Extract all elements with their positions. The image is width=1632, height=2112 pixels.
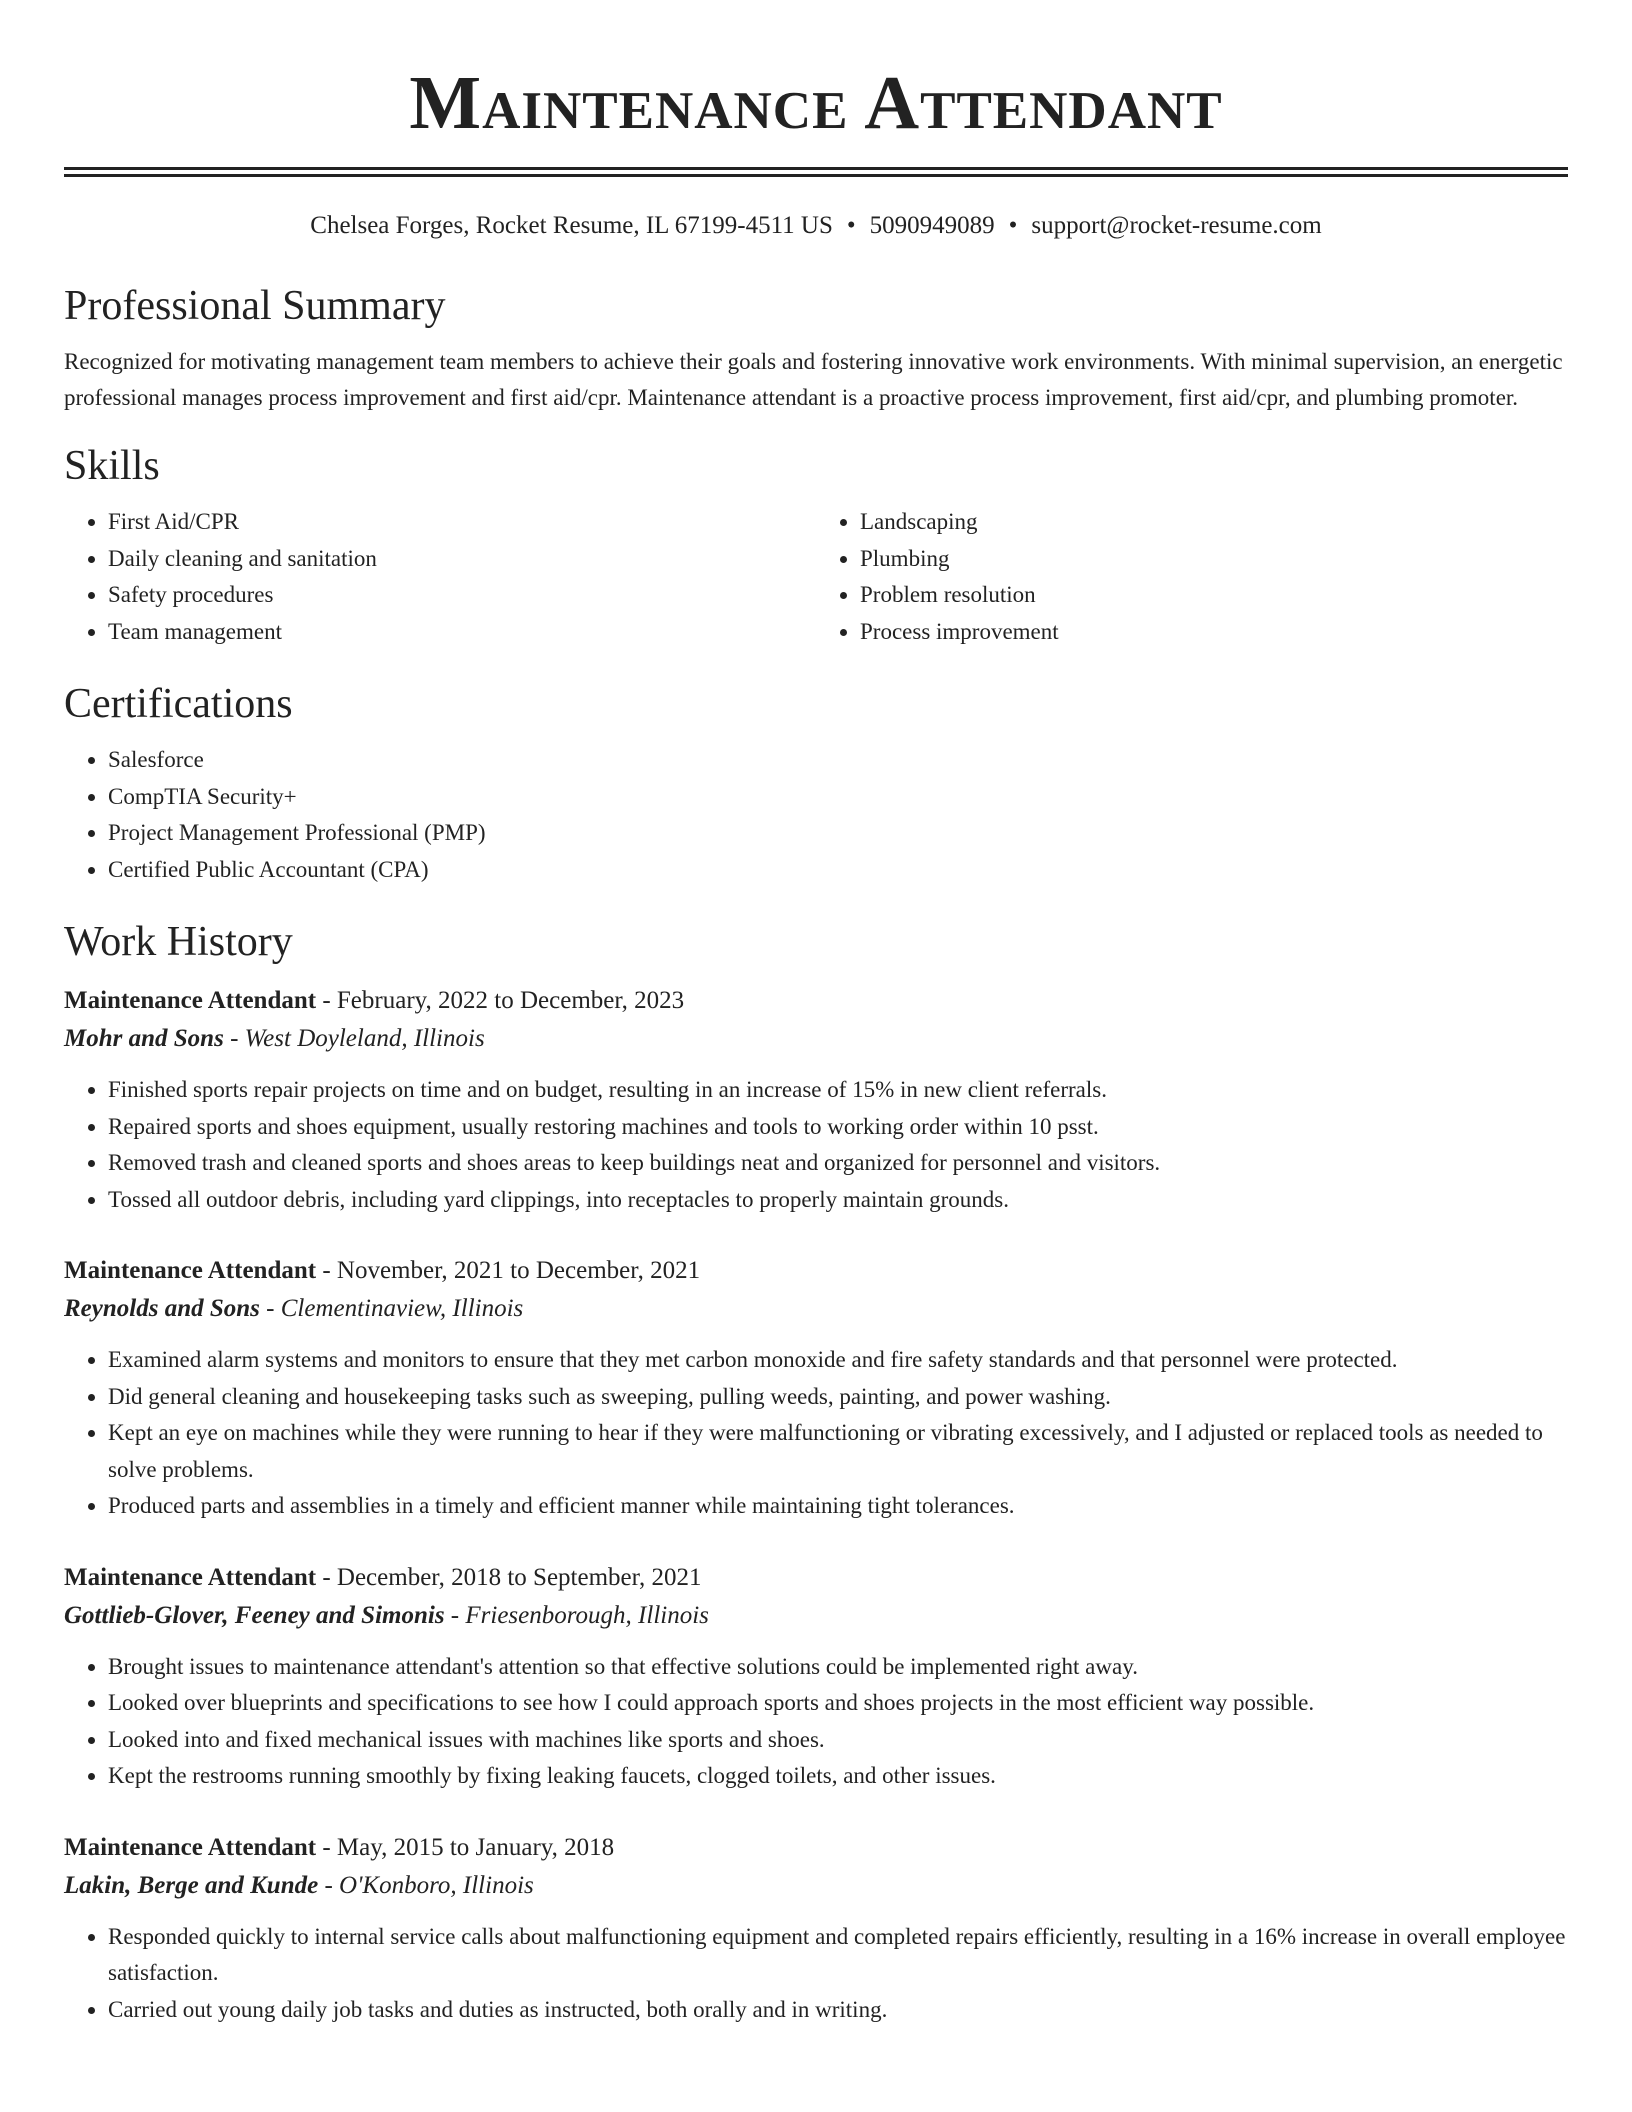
job-location: O'Konboro, Illinois [339, 1871, 534, 1899]
job-location: West Doyleland, Illinois [244, 1025, 485, 1052]
job-dates: December, 2018 to September, 2021 [336, 1563, 702, 1591]
job-bullet: • Looked into and fixed mechanical issues with machines like sports and shoes. [108, 1722, 1568, 1759]
contact-phone: 5090949089 [869, 212, 995, 239]
job-bullet: • Did general cleaning and housekeeping tasks such as sweeping, pulling weeds, painting, and power washing. [108, 1379, 1568, 1416]
job-bullet: • Produced parts and assemblies in a timely and efficient manner while maintaining tight tolerances. [108, 1488, 1568, 1525]
job-title: Maintenance Attendant [64, 987, 317, 1014]
skill-item: • First Aid/CPR [108, 504, 816, 541]
job-title-line: Maintenance Attendant - February, 2022 to December, 2023 [64, 987, 685, 1014]
job-company-line: Mohr and Sons - West Doyleland, Illinois [64, 1025, 485, 1052]
job-bullet: • Kept the restrooms running smoothly by fixing leaking faucets, clogged toilets, and other issues. [108, 1758, 1568, 1795]
job-bullets [64, 1919, 1568, 2029]
job-location: Friesenborough, Illinois [465, 1601, 709, 1629]
contact-separator: • [846, 212, 856, 239]
job-location: Clementinaview, Illinois [280, 1295, 524, 1322]
skill-item: • Problem resolution [860, 577, 1568, 614]
job-bullet: • Responded quickly to internal service calls about malfunctioning equipment and completed repairs efficiently, resulting in a 16% increase in overall employee satisfaction. [108, 1919, 1568, 1992]
job-bullets [64, 1342, 1568, 1525]
job-bullet: • Removed trash and cleaned sports and shoes areas to keep buildings neat and organized for personnel and visitors. [108, 1145, 1568, 1182]
resume-name: Maintenance Attendant [409, 61, 1223, 145]
skill-item: • Daily cleaning and sanitation [108, 541, 816, 578]
contact-separator: • [1008, 212, 1018, 239]
job-bullet: • Looked over blueprints and specifications to see how I could approach sports and shoes projects in the most efficient way possible. [108, 1685, 1568, 1722]
skills-heading: Skills [64, 443, 160, 489]
job-bullet: • Brought issues to maintenance attendant's attention so that effective solutions could be implemented right away. [108, 1649, 1568, 1686]
job-company: Mohr and Sons [64, 1025, 224, 1052]
job-dates: February, 2022 to December, 2023 [336, 987, 685, 1014]
job-entry [64, 1559, 1568, 1795]
job-company-line: Gottlieb-Glover, Feeney and Simonis - Friesenborough, Illinois [64, 1601, 709, 1629]
job-bullet: • Tossed all outdoor debris, including yard clippings, into receptacles to properly maintain grounds. [108, 1182, 1568, 1219]
job-title-line: Maintenance Attendant - November, 2021 to December, 2021 [64, 1257, 701, 1284]
summary-text: Recognized for motivating management team members to achieve their goals and fostering innovative work environments. With minimal supervision, an energetic professional manages process improvement and first aid/cpr. Maintenance attendant is a proactive process improvement, first aid/cpr, and plumbing promoter. [64, 349, 1563, 410]
job-bullet: • Kept an eye on machines while they were running to hear if they were malfunctioning or vibrating excessively, and I adjusted or replaced tools as needed to solve problems. [108, 1415, 1568, 1488]
certification-item: • Certified Public Accountant (CPA) [108, 852, 1568, 889]
header-double-rule [64, 167, 1568, 177]
certification-item: • Project Management Professional (PMP) [108, 815, 1568, 852]
skill-item: • Safety procedures [108, 577, 816, 614]
job-bullet: • Finished sports repair projects on time and on budget, resulting in an increase of 15% in new client referrals. [108, 1072, 1568, 1109]
job-company: Gottlieb-Glover, Feeney and Simonis [64, 1601, 445, 1629]
job-bullet: • Examined alarm systems and monitors to ensure that they met carbon monoxide and fire safety standards and that personnel were protected. [108, 1342, 1568, 1379]
job-bullet: • Carried out young daily job tasks and duties as instructed, both orally and in writing. [108, 1992, 1568, 2029]
job-title: Maintenance Attendant [64, 1257, 317, 1284]
job-entry [64, 1252, 1568, 1525]
work-history-heading: Work History [64, 919, 293, 965]
skills-right-list [816, 504, 1568, 650]
skills-columns [64, 504, 1568, 650]
skills-left-list [64, 504, 816, 650]
contact-email: support@rocket-resume.com [1031, 212, 1322, 239]
job-dates: May, 2015 to January, 2018 [336, 1833, 615, 1861]
job-bullets [64, 1649, 1568, 1795]
summary-heading: Professional Summary [64, 283, 446, 329]
contact-address: Chelsea Forges, Rocket Resume, IL 67199-4511 US [310, 212, 833, 239]
contact-line [64, 210, 1568, 242]
job-company-line: Reynolds and Sons - Clementinaview, Illinois [64, 1295, 524, 1322]
certifications-list [64, 742, 1568, 888]
certification-item: • Salesforce [108, 742, 1568, 779]
job-title: Maintenance Attendant [64, 1833, 317, 1861]
job-bullets [64, 1072, 1568, 1218]
job-company-line: Lakin, Berge and Kunde - O'Konboro, Illinois [64, 1871, 534, 1899]
job-title-line: Maintenance Attendant - December, 2018 to September, 2021 [64, 1563, 702, 1591]
certification-item: • CompTIA Security+ [108, 779, 1568, 816]
job-bullet: • Repaired sports and shoes equipment, usually restoring machines and tools to working order within 10 psst. [108, 1109, 1568, 1146]
job-company: Lakin, Berge and Kunde [64, 1871, 319, 1899]
skill-item: • Plumbing [860, 541, 1568, 578]
job-company: Reynolds and Sons [64, 1295, 260, 1322]
job-entry [64, 982, 1568, 1218]
job-title-line: Maintenance Attendant - May, 2015 to January, 2018 [64, 1833, 615, 1861]
job-dates: November, 2021 to December, 2021 [336, 1257, 701, 1284]
job-entry [64, 1829, 1568, 2029]
job-title: Maintenance Attendant [64, 1563, 317, 1591]
certifications-heading: Certifications [64, 681, 293, 727]
skill-item: • Team management [108, 614, 816, 651]
skill-item: • Process improvement [860, 614, 1568, 651]
skill-item: • Landscaping [860, 504, 1568, 541]
